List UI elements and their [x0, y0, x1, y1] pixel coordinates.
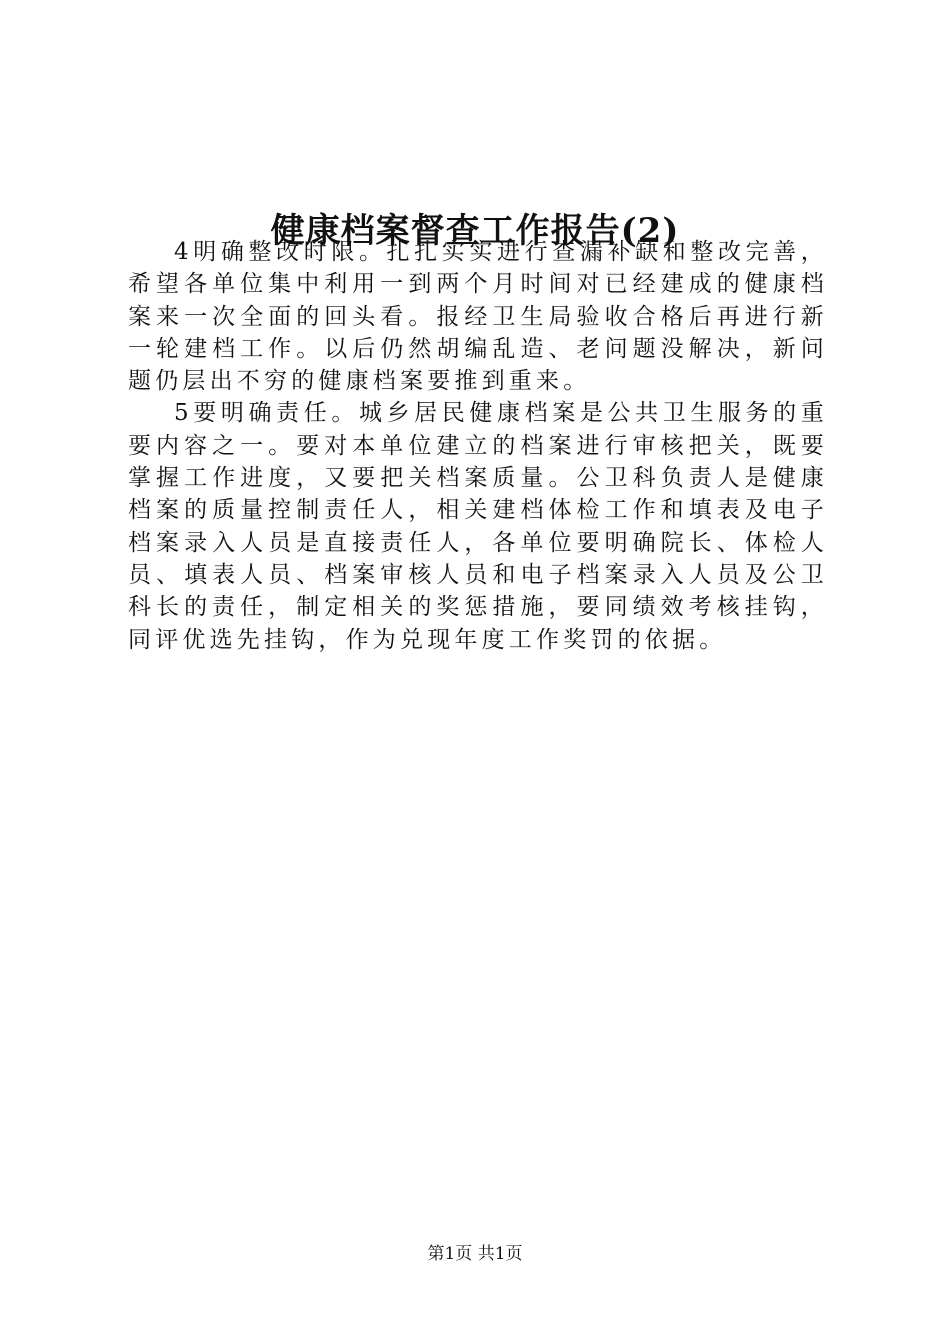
document-body [128, 236, 828, 656]
document-title: 健康档案督查工作报告(2) [270, 210, 680, 251]
paragraph-4: 4明确整改时限。扎扎实实进行查漏补缺和整改完善，希望各单位集中利用一到两个月时间对已经建成的健康档案来一次全面的回头看。报经卫生局验收合格后再进行新一轮建档工作。以后仍然胡编乱造、老问题没解决，新问题仍层出不穷的健康档案要推到重来。 [128, 239, 828, 395]
paragraph-5: 5要明确责任。城乡居民健康档案是公共卫生服务的重要内容之一。要对本单位建立的档案进行审核把关，既要掌握工作进度，又要把关档案质量。公卫科负责人是健康档案的质量控制责任人，相关建档体检工作和填表及电子档案录入人员是直接责任人，各单位要明确院长、体检人员、填表人员、档案审核人员和电子档案录入人员及公卫科长的责任，制定相关的奖惩措施，要同绩效考核挂钩，同评优选先挂钩，作为兑现年度工作奖罚的依据。 [128, 400, 828, 653]
page-number-footer: 第1页 共1页 [427, 1244, 523, 1264]
